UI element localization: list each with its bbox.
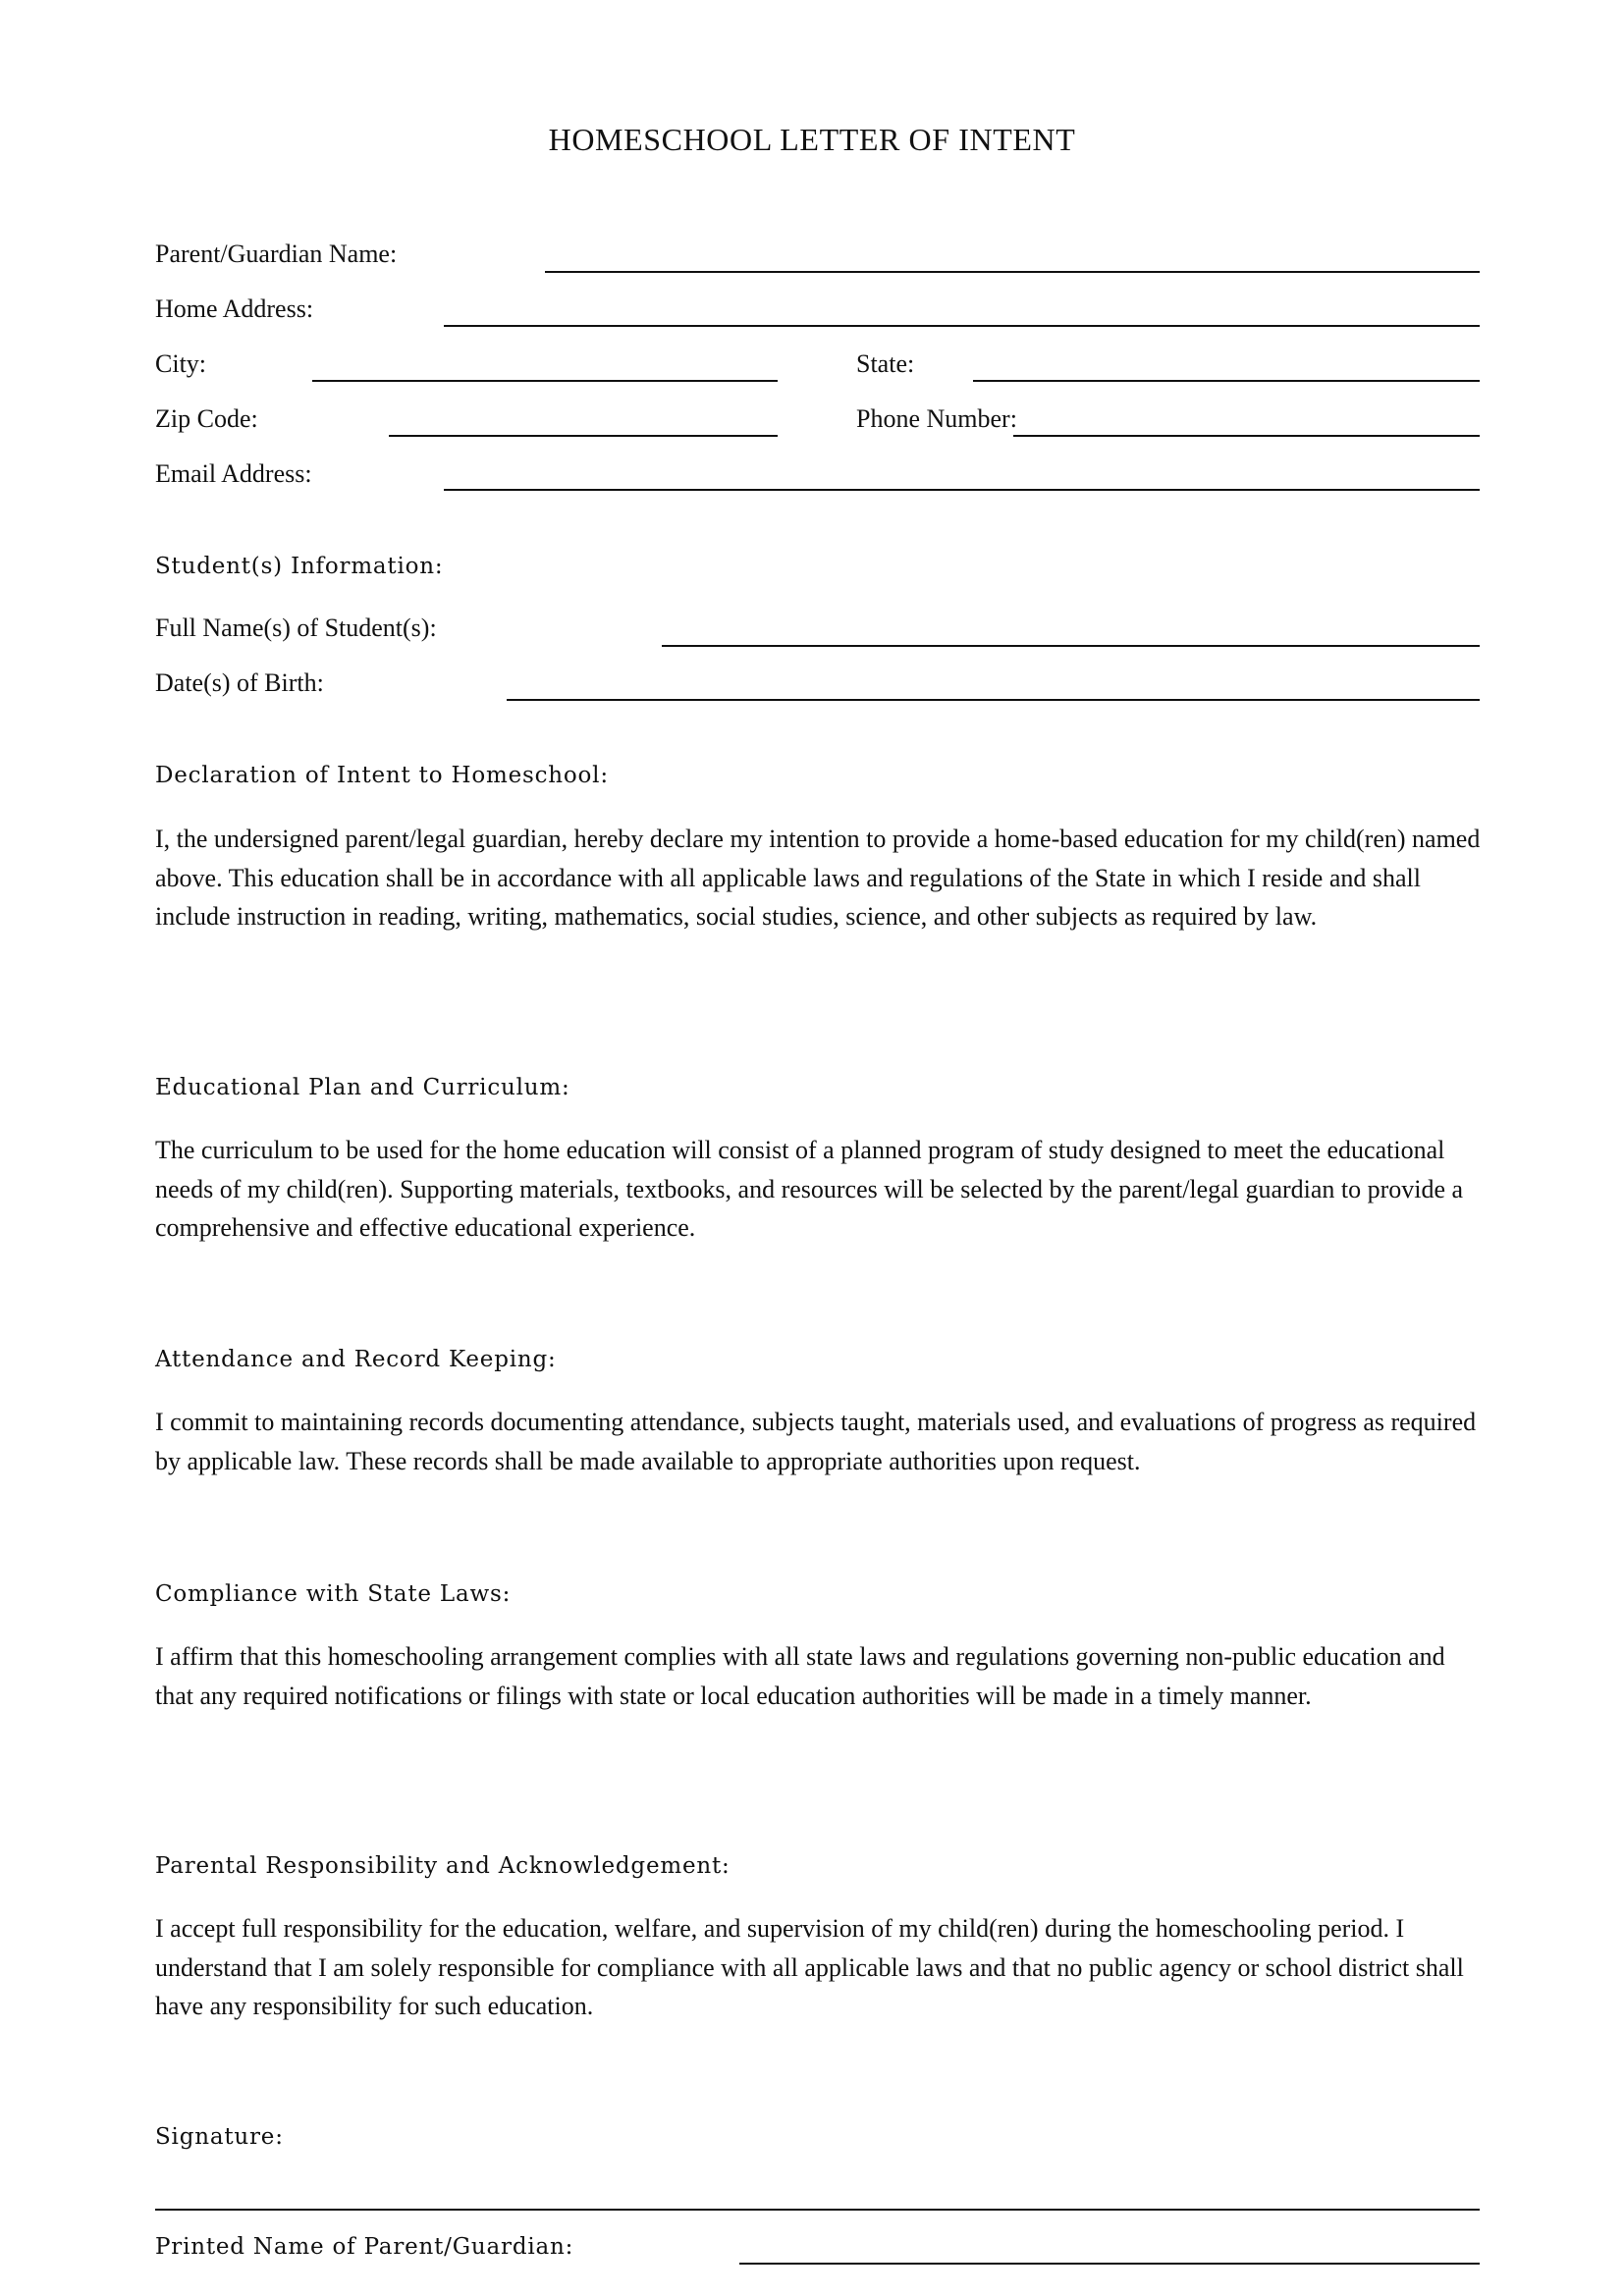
curriculum-heading: Educational Plan and Curriculum: (155, 1075, 570, 1100)
signature-label: Signature: (155, 2124, 284, 2150)
signature-field[interactable] (155, 2209, 1480, 2211)
email-address-field[interactable] (444, 489, 1480, 491)
printed-name-field[interactable] (739, 2263, 1480, 2265)
date-of-birth-field[interactable] (507, 699, 1480, 701)
responsibility-text: I accept full responsibility for the education, welfare, and supervision of my child(ren) during the homeschooling period. I understand that I am solely responsible for compliance with all applicable laws and that no public agency or school district shall have any responsibility for such education. (155, 1914, 1464, 2020)
city-label: City: (155, 349, 207, 378)
declaration-text: I, the undersigned parent/legal guardian, hereby declare my intention to provide a home-based education for my child(ren) named above. This education shall be in accordance with all applicable laws and regulations of the State in which I reside and shall include instruction in reading, writing, mathematics, social studies, science, and other subjects as required by law. (155, 825, 1481, 931)
state-field[interactable] (973, 380, 1480, 382)
city-field[interactable] (312, 380, 778, 382)
attendance-heading: Attendance and Record Keeping: (155, 1347, 557, 1372)
email-address-label: Email Address: (155, 459, 312, 488)
curriculum-text: The curriculum to be used for the home education will consist of a planned program of study designed to meet the educational needs of my child(ren). Supporting materials, textbooks, and resources will be selected by the parent/legal guardian to provide a comprehensive and effective educational experience. (155, 1136, 1464, 1242)
parent-name-label: Parent/Guardian Name: (155, 240, 398, 268)
compliance-text: I affirm that this homeschooling arrangement complies with all state laws and regulations governing non-public education and that any required notifications or filings with state or local education authorities will be made in a timely manner. (155, 1642, 1445, 1710)
parent-name-field[interactable] (545, 271, 1480, 273)
student-names-field[interactable] (662, 645, 1480, 647)
zip-code-field[interactable] (389, 435, 778, 437)
zip-code-label: Zip Code: (155, 404, 258, 433)
printed-name-label: Printed Name of Parent/Guardian: (155, 2234, 574, 2260)
declaration-heading: Declaration of Intent to Homeschool: (155, 763, 609, 788)
attendance-text: I commit to maintaining records documenting attendance, subjects taught, materials used, and evaluations of progress as required by applicable law. These records shall be made available to appropriate authorities upon request. (155, 1408, 1477, 1475)
phone-number-label: Phone Number: (856, 404, 1017, 433)
compliance-heading: Compliance with State Laws: (155, 1581, 512, 1607)
document-title: HOMESCHOOL LETTER OF INTENT (548, 122, 1076, 157)
home-address-label: Home Address: (155, 294, 314, 323)
student-info-heading: Student(s) Information: (155, 554, 444, 579)
home-address-field[interactable] (444, 325, 1480, 327)
date-of-birth-label: Date(s) of Birth: (155, 668, 324, 697)
student-names-label: Full Name(s) of Student(s): (155, 614, 437, 642)
responsibility-heading: Parental Responsibility and Acknowledgement: (155, 1853, 731, 1879)
phone-number-field[interactable] (1013, 435, 1480, 437)
state-label: State: (856, 349, 915, 378)
